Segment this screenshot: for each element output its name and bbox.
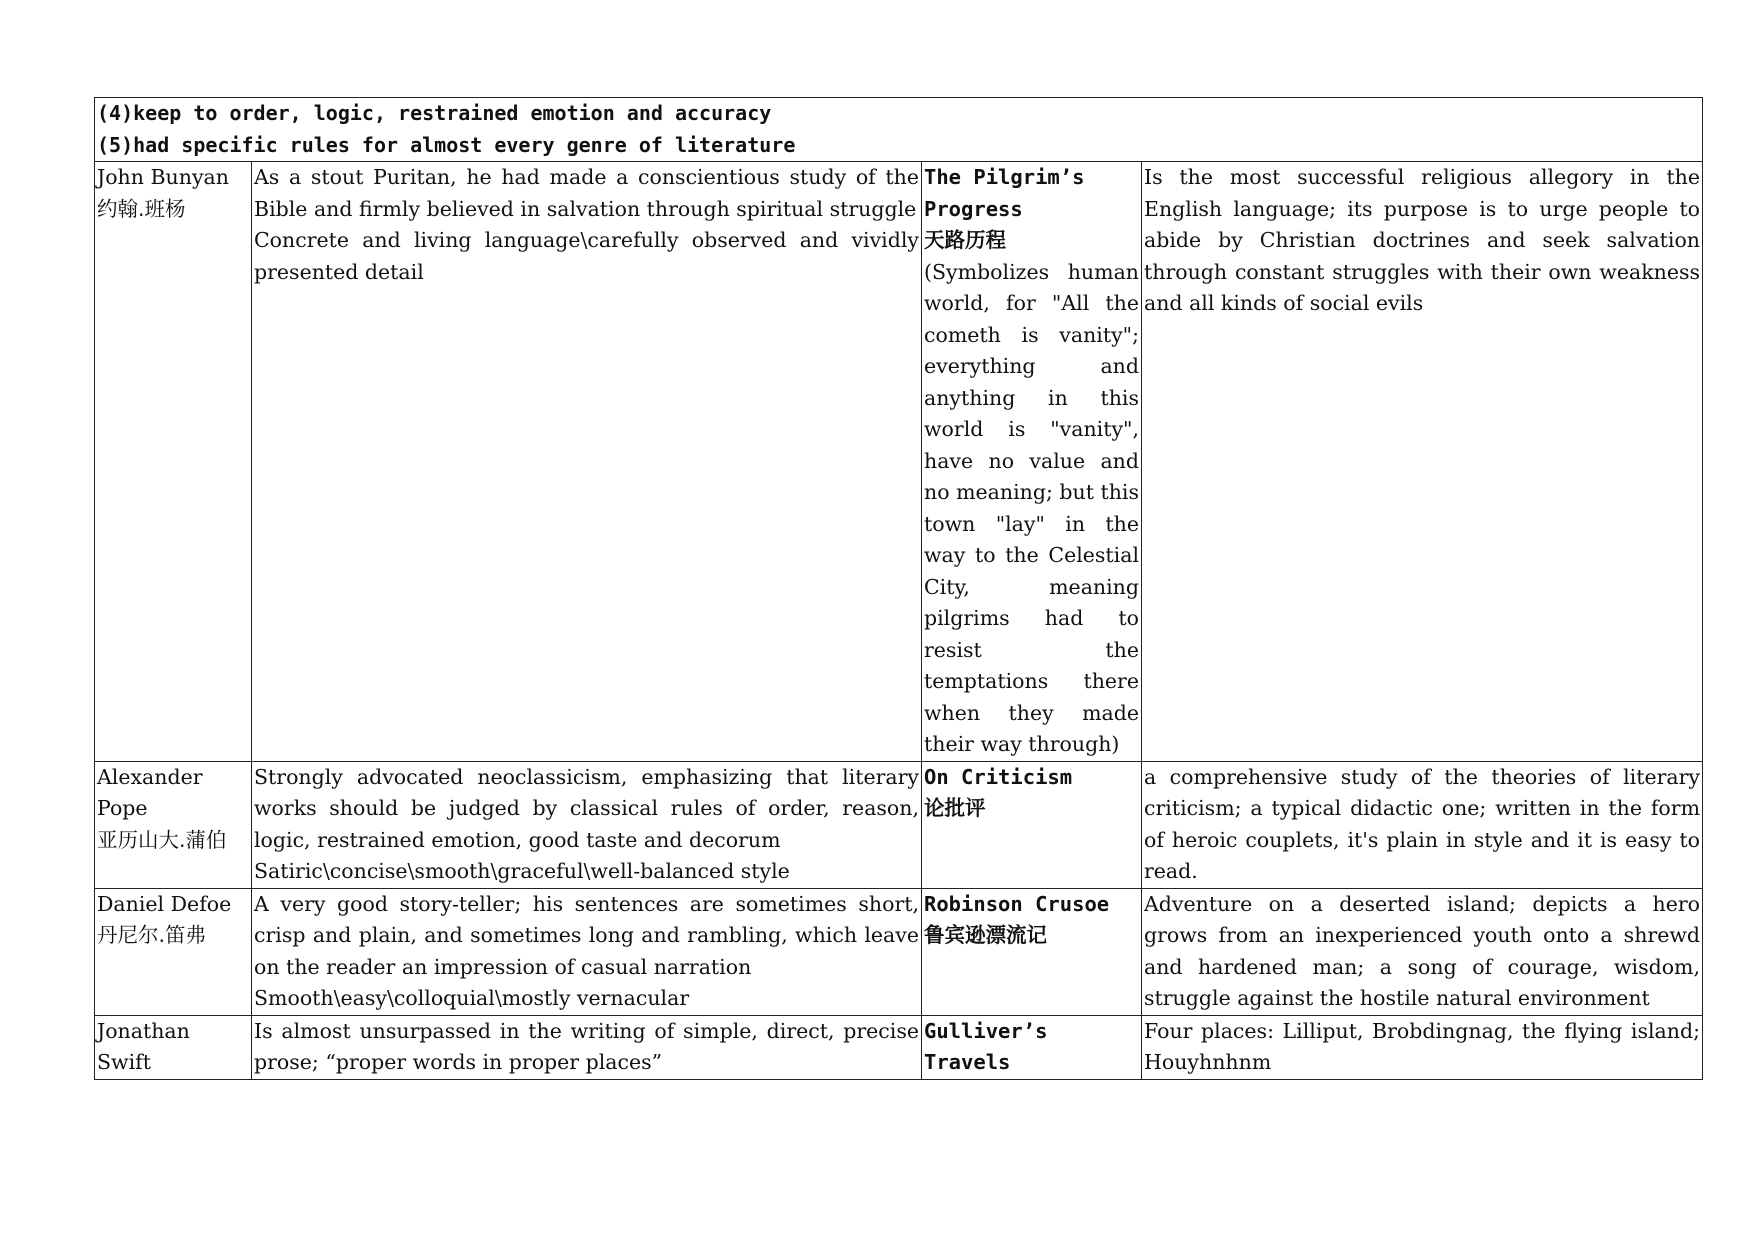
summary-cell (1142, 888, 1703, 1015)
style-description: A very good story-teller; his sentences are sometimes short, crisp and plain, and sometimes long and rambling, which leave on the reader an impression of casual narration (254, 891, 919, 979)
author-cell (95, 761, 252, 888)
header-line-2: (5)had specific rules for almost every genre of literature (97, 132, 796, 157)
style-features: Concrete and living language\carefully observed and vividly presented detail (254, 228, 919, 284)
style-cell (252, 761, 922, 888)
style-cell (252, 888, 922, 1015)
document-page (94, 97, 1702, 1080)
work-title-en: The Pilgrim’s Progress (924, 165, 1085, 221)
work-summary: a comprehensive study of the theories of literary criticism; a typical didactic one; written in the form of heroic couplets, it's plain in style and it is easy to read. (1144, 764, 1701, 883)
author-name-en: Jonathan Swift (97, 1018, 190, 1074)
style-cell (252, 1015, 922, 1079)
author-cell (95, 888, 252, 1015)
work-summary: Is the most successful religious allegory in the English language; its purpose is to urge people to abide by Christian doctrines and seek salvation through constant struggles with their own weakness and all kinds of social evils (1144, 165, 1701, 315)
work-title-cn: 论批评 (924, 796, 986, 820)
table-row (95, 888, 1703, 1015)
style-features: Smooth\easy\colloquial\mostly vernacular (254, 986, 690, 1010)
author-name-cn: 丹尼尔.笛弗 (97, 923, 207, 947)
work-title-en: On Criticism (924, 764, 1073, 789)
literature-notes-table (94, 97, 1703, 1080)
author-cell (95, 1015, 252, 1079)
work-title-cell (922, 761, 1142, 888)
author-name-cn: 亚历山大.蒲伯 (97, 827, 227, 852)
style-description: As a stout Puritan, he had made a conscientious study of the Bible and firmly believed in salvation through spiritual struggle (254, 165, 919, 221)
work-title-en: Gulliver’s Travels (924, 1018, 1048, 1074)
work-title-cell (922, 162, 1142, 762)
header-line-1: (4)keep to order, logic, restrained emotion and accuracy (97, 101, 772, 125)
work-title-cell (922, 1015, 1142, 1079)
summary-cell (1142, 1015, 1703, 1079)
work-title-en: Robinson Crusoe (924, 891, 1110, 916)
author-name-cn: 约翰.班杨 (97, 196, 186, 221)
author-name-en: Daniel Defoe (97, 891, 232, 916)
style-features: Satiric\concise\smooth\graceful\well-balanced style (254, 859, 790, 883)
author-name-en: Alexander Pope (97, 764, 203, 820)
work-summary: Adventure on a deserted island; depicts a hero grows from an inexperienced youth onto a shrewd and hardened man; a song of courage, wisdom, struggle against the hostile natural environment (1144, 891, 1701, 1010)
style-description: Strongly advocated neoclassicism, emphasizing that literary works should be judged by classical rules of order, reason, logic, restrained emotion, good taste and decorum (254, 764, 919, 852)
work-title-cn: 天路历程 (924, 228, 1006, 252)
header-row (95, 98, 1703, 162)
table-row (95, 761, 1703, 888)
summary-cell (1142, 761, 1703, 888)
work-note: (Symbolizes human world, for "All the cometh is vanity"; everything and anything in this world is "vanity", have no value and no meaning; but this town "lay" in the way to the Celestial City, meaning pilgrims had to resist the temptations there when they made their way through) (924, 259, 1139, 756)
table-row (95, 1015, 1703, 1079)
author-name-en: John Bunyan (97, 165, 229, 189)
work-title-cell (922, 888, 1142, 1015)
header-cell (95, 98, 1703, 162)
summary-cell (1142, 162, 1703, 762)
table-row (95, 162, 1703, 762)
work-summary: Four places: Lilliput, Brobdingnag, the flying island; Houyhnhnm (1144, 1018, 1701, 1074)
work-title-cn: 鲁宾逊漂流记 (924, 923, 1047, 947)
author-cell (95, 162, 252, 762)
style-cell (252, 162, 922, 762)
style-description: Is almost unsurpassed in the writing of simple, direct, precise prose; “proper words in proper places” (254, 1018, 919, 1074)
